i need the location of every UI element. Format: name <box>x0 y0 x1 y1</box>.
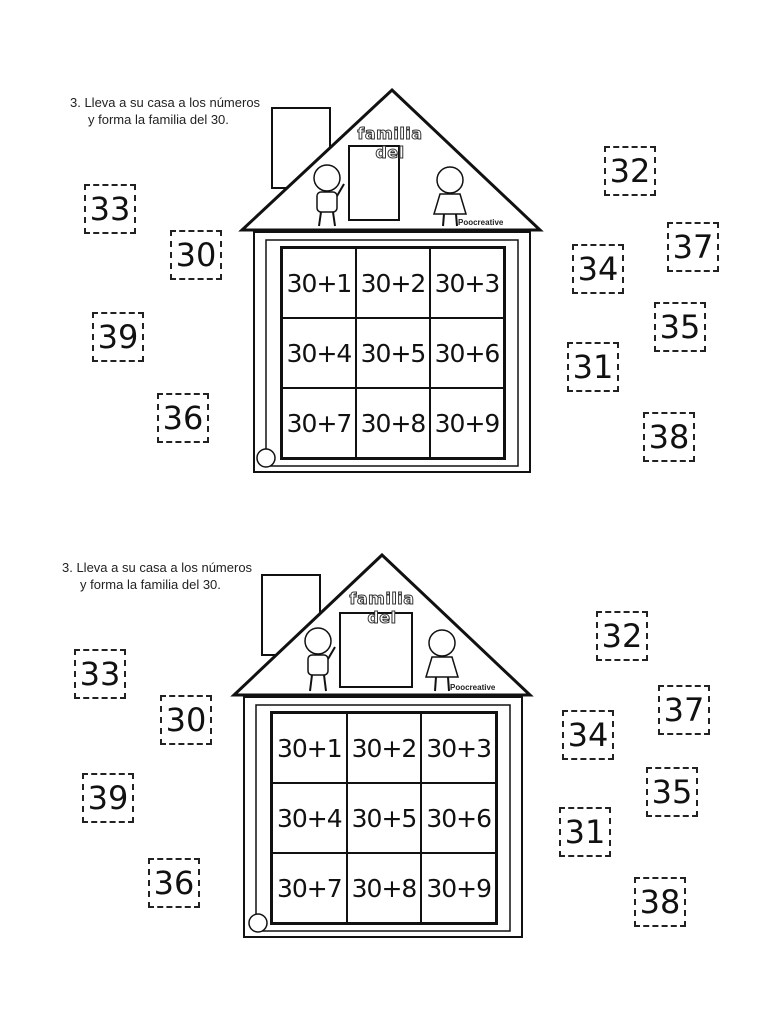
number-card[interactable]: 36 <box>157 393 209 443</box>
number-card[interactable]: 35 <box>646 767 698 817</box>
grid-cell[interactable]: 30+9 <box>421 853 496 923</box>
number-card[interactable]: 35 <box>654 302 706 352</box>
grid-cell[interactable]: 30+9 <box>430 388 504 458</box>
number-card[interactable]: 38 <box>634 877 686 927</box>
grid-cell[interactable]: 30+7 <box>272 853 347 923</box>
number-card[interactable]: 30 <box>170 230 222 280</box>
house-title: familia del <box>357 124 423 162</box>
number-card[interactable]: 32 <box>596 611 648 661</box>
grid-cell[interactable]: 30+7 <box>282 388 356 458</box>
grid-cell[interactable]: 30+1 <box>272 713 347 783</box>
grid-cell[interactable]: 30+8 <box>347 853 422 923</box>
grid-cell[interactable]: 30+4 <box>282 318 356 388</box>
logo-stamp <box>249 914 267 932</box>
instruction-text: 3. Lleva a su casa a los números y forma la familia del 30. <box>70 95 261 127</box>
grid-cell[interactable]: 30+2 <box>356 248 430 318</box>
house-title: familia del <box>349 589 415 627</box>
addition-grid <box>280 246 506 460</box>
worksheet-2 <box>0 545 768 1015</box>
grid-cell[interactable]: 30+6 <box>421 783 496 853</box>
number-card[interactable]: 32 <box>604 146 656 196</box>
worksheet-1 <box>0 80 768 550</box>
number-card[interactable]: 31 <box>559 807 611 857</box>
grid-cell[interactable]: 30+5 <box>347 783 422 853</box>
addition-grid <box>270 711 498 925</box>
number-card[interactable]: 31 <box>567 342 619 392</box>
number-card[interactable]: 33 <box>74 649 126 699</box>
grid-cell[interactable]: 30+1 <box>282 248 356 318</box>
grid-cell[interactable]: 30+3 <box>430 248 504 318</box>
brand-label: Poocreative <box>450 683 496 692</box>
number-card[interactable]: 36 <box>148 858 200 908</box>
grid-cell[interactable]: 30+2 <box>347 713 422 783</box>
number-card[interactable]: 34 <box>562 710 614 760</box>
grid-cell[interactable]: 30+8 <box>356 388 430 458</box>
grid-cell[interactable]: 30+3 <box>421 713 496 783</box>
number-card[interactable]: 34 <box>572 244 624 294</box>
grid-cell[interactable]: 30+5 <box>356 318 430 388</box>
number-card[interactable]: 30 <box>160 695 212 745</box>
brand-label: Poocreative <box>458 218 504 227</box>
number-card[interactable]: 37 <box>658 685 710 735</box>
number-card[interactable]: 37 <box>667 222 719 272</box>
number-card[interactable]: 39 <box>92 312 144 362</box>
logo-stamp <box>257 449 275 467</box>
number-card[interactable]: 33 <box>84 184 136 234</box>
instruction-text: 3. Lleva a su casa a los números y forma la familia del 30. <box>62 560 253 592</box>
grid-cell[interactable]: 30+6 <box>430 318 504 388</box>
number-card[interactable]: 38 <box>643 412 695 462</box>
grid-cell[interactable]: 30+4 <box>272 783 347 853</box>
number-card[interactable]: 39 <box>82 773 134 823</box>
